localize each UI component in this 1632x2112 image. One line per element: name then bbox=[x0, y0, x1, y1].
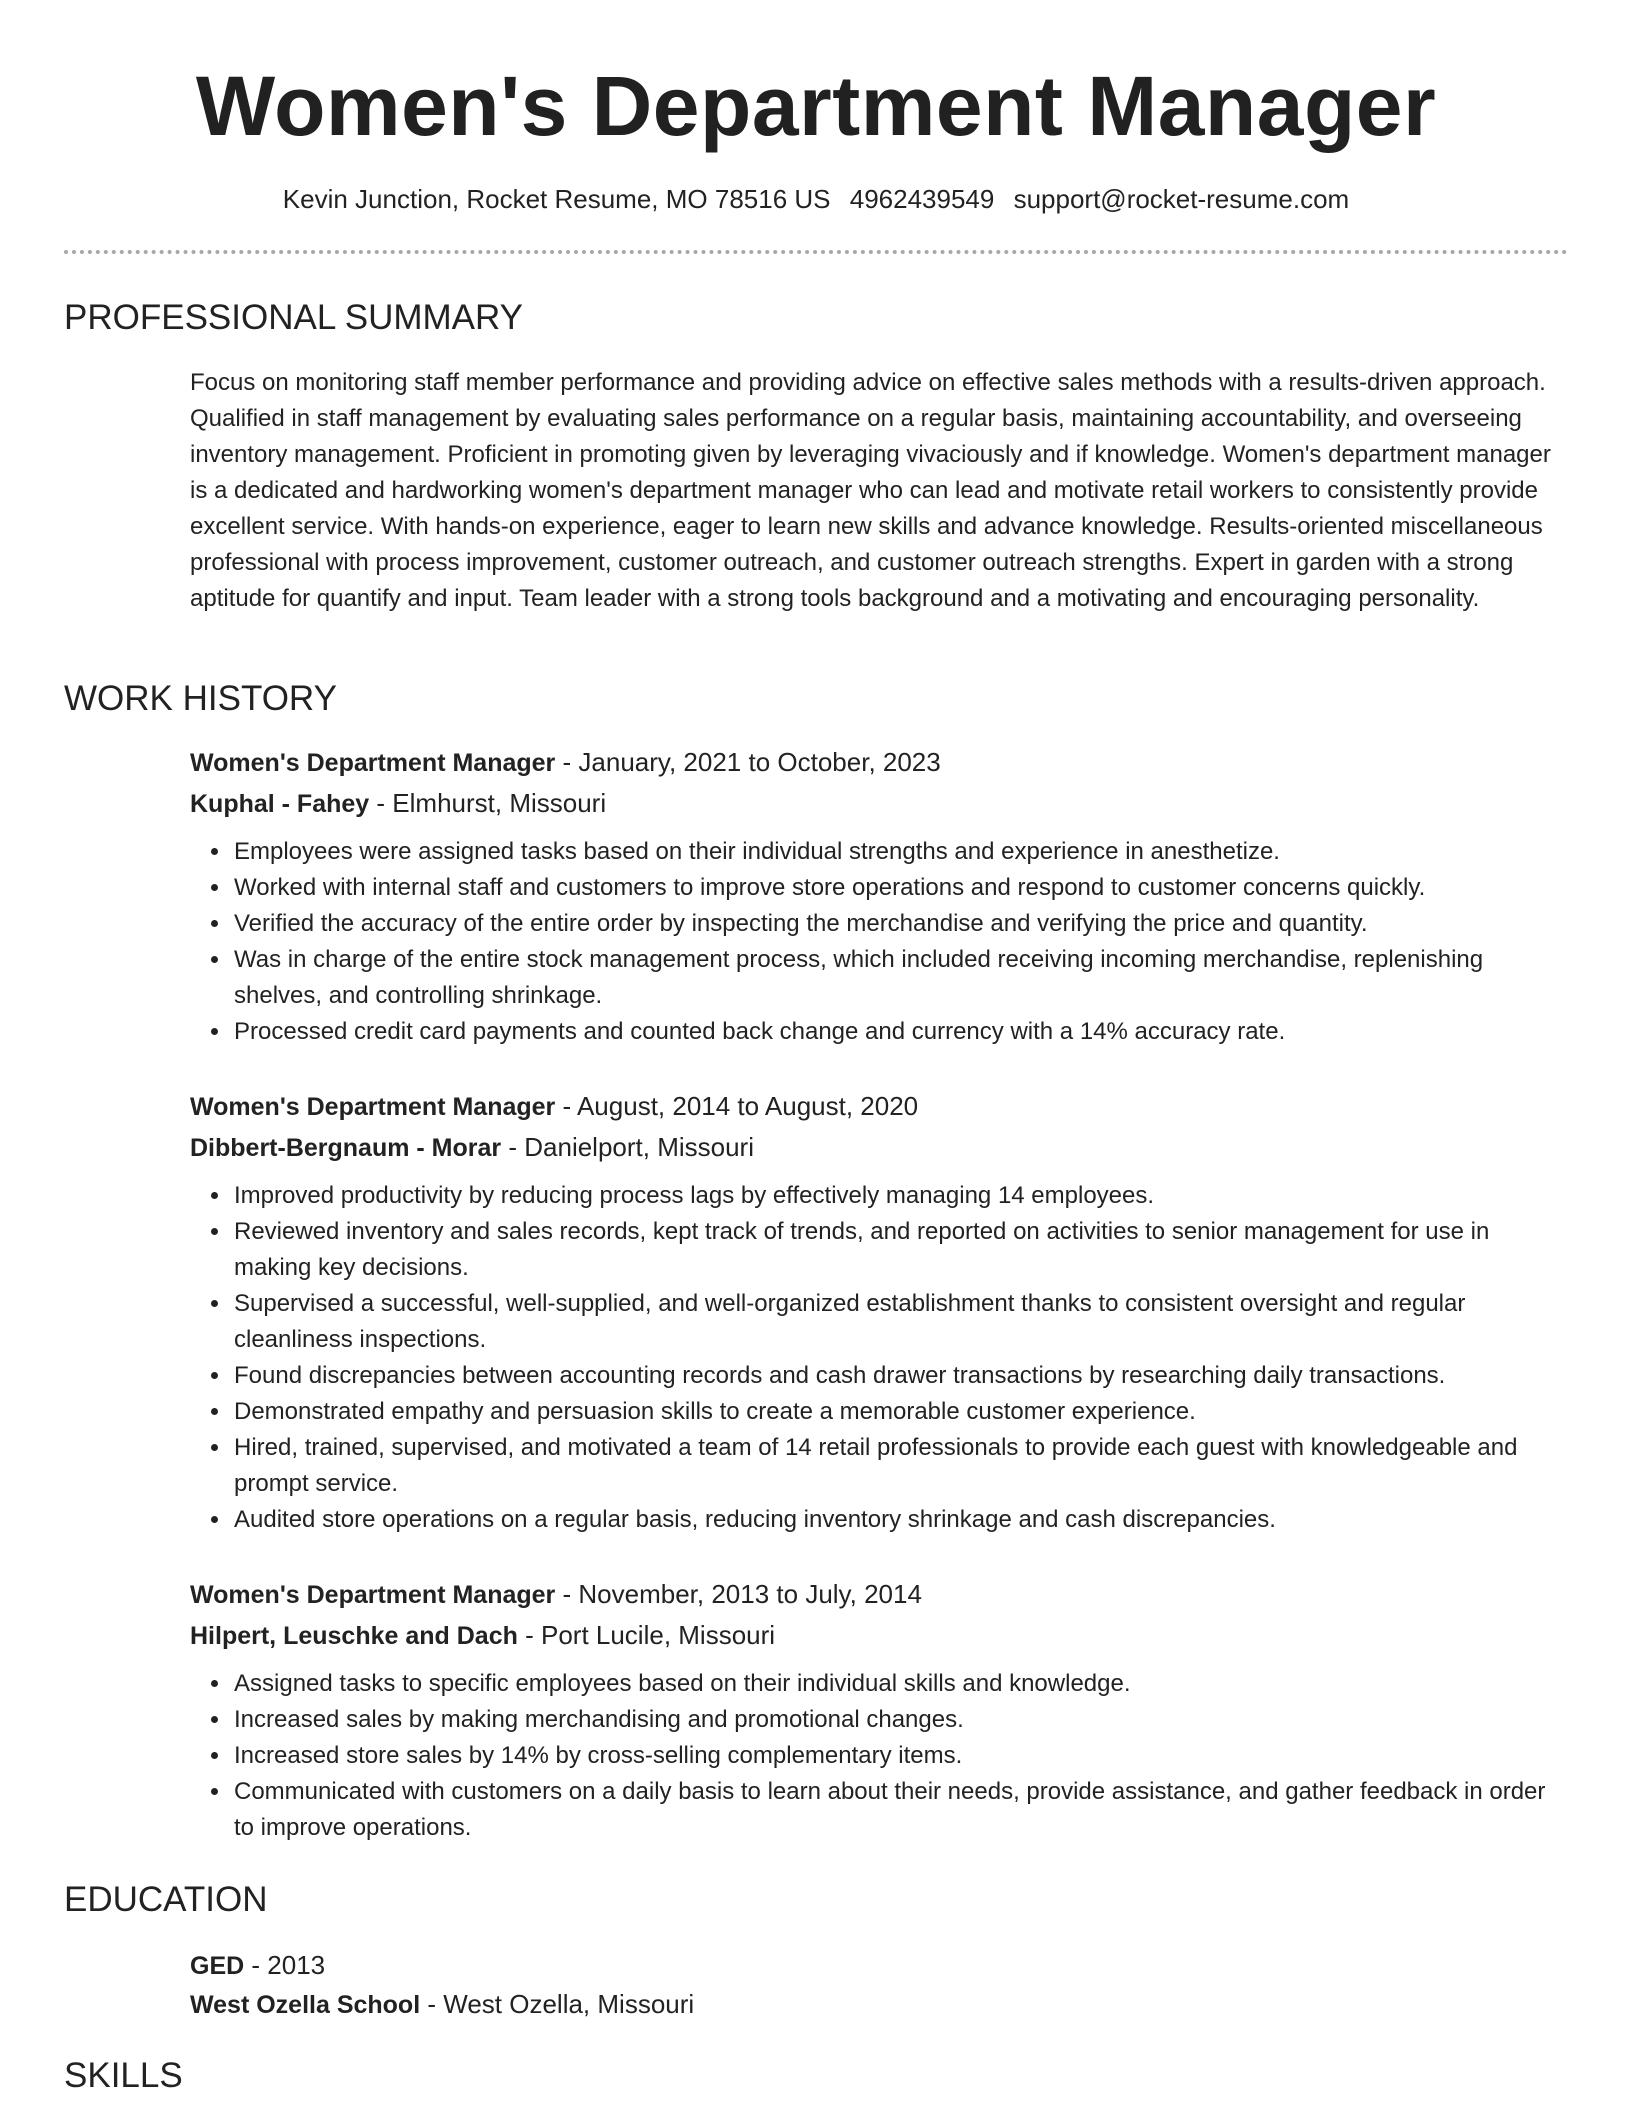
section-title-work-history: WORK HISTORY bbox=[64, 679, 337, 718]
job-location: - Port Lucile, Missouri bbox=[517, 1620, 776, 1650]
list-item: • Increased store sales by 14% by cross-selling complementary items. bbox=[232, 1738, 1570, 1774]
list-item: • Improved productivity by reducing process lags by effectively managing 14 employees. bbox=[232, 1178, 1570, 1214]
list-item: • Assigned tasks to specific employees based on their individual skills and knowledge. bbox=[232, 1666, 1570, 1702]
section-title-summary: PROFESSIONAL SUMMARY bbox=[64, 298, 523, 337]
contact-line bbox=[0, 182, 1632, 216]
job-title: Women's Department Manager bbox=[190, 1581, 556, 1609]
list-item: • Reviewed inventory and sales records, kept track of trends, and reported on activities to senior management for use in making key decisions. bbox=[232, 1214, 1570, 1286]
education-degree-line bbox=[190, 1946, 1570, 1985]
list-item: • Supervised a successful, well-supplied, and well-organized establishment thanks to consistent oversight and regular cleanliness inspections. bbox=[232, 1286, 1570, 1358]
list-item: • Demonstrated empathy and persuasion skills to create a memorable customer experience. bbox=[232, 1394, 1570, 1430]
list-item: • Employees were assigned tasks based on their individual strengths and experience in anesthetize. bbox=[232, 834, 1570, 870]
list-item: • Was in charge of the entire stock management process, which included receiving incoming merchandise, replenishing shelves, and controlling shrinkage. bbox=[232, 942, 1570, 1014]
job-bullets bbox=[190, 1178, 1570, 1538]
list-item: • Audited store operations on a regular basis, reducing inventory shrinkage and cash discrepancies. bbox=[232, 1502, 1570, 1538]
list-item: • Worked with internal staff and customers to improve store operations and respond to customer concerns quickly. bbox=[232, 870, 1570, 906]
job-dates: - November, 2013 to July, 2014 bbox=[555, 1579, 922, 1609]
list-item: • Communicated with customers on a daily basis to learn about their needs, provide assistance, and gather feedback in order to improve operations. bbox=[232, 1774, 1570, 1846]
job-company-line bbox=[190, 783, 1570, 824]
education-school: West Ozella School bbox=[190, 1991, 421, 2019]
job-entry bbox=[190, 742, 1570, 1050]
section-title-education: EDUCATION bbox=[64, 1880, 268, 1919]
job-company: Hilpert, Leuschke and Dach bbox=[190, 1622, 518, 1650]
job-title-line bbox=[190, 1574, 1570, 1615]
education-school-line bbox=[190, 1985, 1570, 2024]
job-bullets bbox=[190, 834, 1570, 1050]
education-year: - 2013 bbox=[244, 1950, 326, 1980]
job-dates: - August, 2014 to August, 2020 bbox=[555, 1091, 919, 1121]
job-entry bbox=[190, 1574, 1570, 1846]
job-company: Kuphal - Fahey bbox=[190, 790, 370, 818]
header-divider bbox=[64, 250, 1568, 254]
list-item: • Hired, trained, supervised, and motivated a team of 14 retail professionals to provide each guest with knowledgeable and prompt service. bbox=[232, 1430, 1570, 1502]
list-item: • Increased sales by making merchandising and promotional changes. bbox=[232, 1702, 1570, 1738]
summary-text: Focus on monitoring staff member performance and providing advice on effective sales methods with a results-driven approach. Qualified in staff management by evaluating sales performance on a regular basis, maintaining accountability, and overseeing inventory management. Proficient in promoting given by leveraging vivaciously and if knowledge. Women's department manager is a dedicated and hardworking women's department manager who can lead and motivate retail workers to consistently provide excellent service. With hands-on experience, eager to learn new skills and advance knowledge. Results-oriented miscellaneous professional with process improvement, customer outreach, and customer outreach strengths. Expert in garden with a strong aptitude for quantify and input. Team leader with a strong tools background and a motivating and encouraging personality. bbox=[190, 369, 1551, 612]
job-title: Women's Department Manager bbox=[190, 1093, 556, 1121]
list-item: • Processed credit card payments and counted back change and currency with a 14% accuracy rate. bbox=[232, 1014, 1570, 1050]
contact-phone: 4962439549 bbox=[849, 184, 995, 214]
job-location: - Elmhurst, Missouri bbox=[369, 788, 607, 818]
list-item: • Found discrepancies between accounting records and cash drawer transactions by researching daily transactions. bbox=[232, 1358, 1570, 1394]
job-entry bbox=[190, 1086, 1570, 1538]
job-title-line bbox=[190, 1086, 1570, 1127]
list-item: • Verified the accuracy of the entire order by inspecting the merchandise and verifying the price and quantity. bbox=[232, 906, 1570, 942]
education-degree: GED bbox=[190, 1952, 245, 1980]
job-title-line bbox=[190, 742, 1570, 783]
job-company: Dibbert-Bergnaum - Morar bbox=[190, 1134, 502, 1162]
job-location: - Danielport, Missouri bbox=[501, 1132, 754, 1162]
job-title: Women's Department Manager bbox=[190, 749, 556, 777]
job-company-line bbox=[190, 1615, 1570, 1656]
section-title-skills: SKILLS bbox=[64, 2056, 183, 2095]
job-bullets bbox=[190, 1666, 1570, 1846]
contact-email: support@rocket-resume.com bbox=[1013, 184, 1350, 214]
job-dates: - January, 2021 to October, 2023 bbox=[555, 747, 941, 777]
resume-title: Women's Department Manager bbox=[195, 59, 1437, 153]
job-company-line bbox=[190, 1127, 1570, 1168]
education-entry bbox=[190, 1946, 1570, 2024]
contact-address: Kevin Junction, Rocket Resume, MO 78516 US bbox=[282, 184, 831, 214]
education-location: - West Ozella, Missouri bbox=[420, 1989, 695, 2019]
